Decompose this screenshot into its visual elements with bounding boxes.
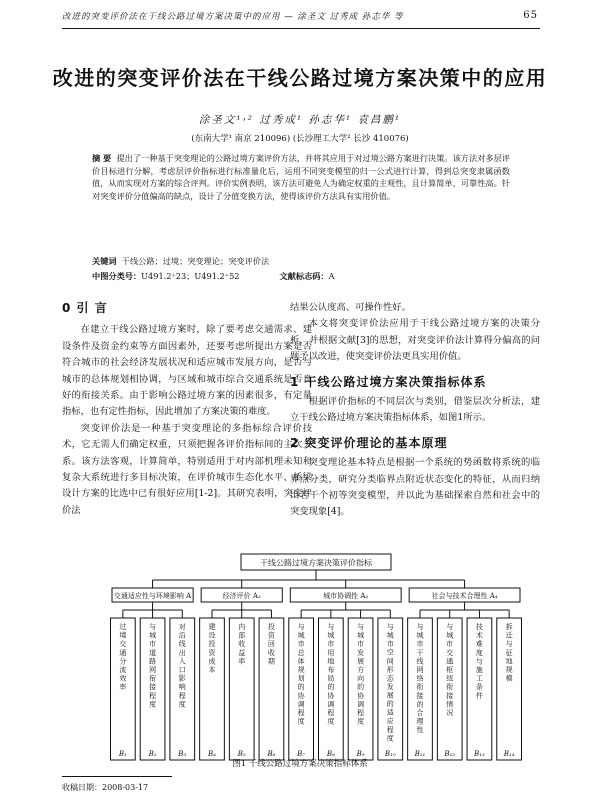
header-rule <box>62 28 540 29</box>
section1-paragraph: 根据评价指标的不同层次与类别，借鉴层次分析法，建立干线公路过境方案决策指标体系，如图1所示。 <box>290 396 540 424</box>
leaf-code: B₃ <box>178 750 187 758</box>
affiliation: (东南大学¹ 南京 210096) (长沙理工大学² 长沙 410076) <box>191 134 409 144</box>
group-label-4: 社会与技术合理性 A₄ <box>431 592 498 600</box>
leaf-label: 与城市空间形态发展的适应程度 <box>386 623 394 743</box>
paper-title: 改进的突变评价法在干线公路过境方案决策中的应用 <box>52 66 548 90</box>
leaf-label: 与城市总体规划的协调程度 <box>297 623 305 726</box>
leaf-code: B₆ <box>267 750 276 758</box>
keywords-label: 关键词 <box>92 256 117 266</box>
right-paragraph-1: 本文将突变评价法应用于干线公路过境方案的决策分析，并根据文献[3]的思想，对突变评价法计算得分偏高的问题予以改进，使突变评价法更具实用价值。 <box>290 318 540 363</box>
section2-paragraph: 突变理论基本特点是根据一个系统的势函数将系统的临界点分类，研究分类临界点附近状态变化的特征，从而归纳出若干个初等突变模型，并以此为基础探索自然和社会中的突变现象[4]。 <box>290 457 540 518</box>
classification <box>92 271 510 282</box>
leaf-label: 技术难度与施工条件 <box>475 623 483 700</box>
running-title: 改进的突变评价法在干线公路过境方案决策中的应用 — 涂圣文 过秀成 孙志华 等 <box>62 12 404 22</box>
keywords-text: 干线公路；过境；突变理论；突变评价法 <box>121 256 270 266</box>
intro-paragraph-2: 突变评价法是一种基于突变理论的多指标综合评价技术，它无需人们确定权重，只须把握各评价指标间的主次关系。该方法客观，计算简单，特别适用于对内部机理未知和复杂大系统进行多目标决策，在评价城市生态化水平、桥梁设计方案的比选中已有很好应用[1-2]。其研究表明，突变评价法 <box>62 422 312 516</box>
leaf-code: B₈ <box>326 750 335 758</box>
right-paragraph-0: 结果公认度高、可操作性好。 <box>290 302 411 313</box>
leaf-code: B₉ <box>356 750 365 758</box>
leaf-code: B₁₄ <box>503 750 515 758</box>
abstract-text: 提出了一种基于突变理论的公路过境方案评价方法，并将其应用于对过境公路方案进行决策。该方法对多层评价目标进行分解，考虑层评价指标进行标准量化后，运用不同突变模型的归一公式进行计算，得到总突变隶属函数值，从而实现对方案的综合评判。评价实例表明，该方法可避免人为确定权重的主观性，且计算简单、可靠性高。针对突变评价分值偏高的缺点，设计了分值变换方法，使得该评价方法具有实用价值。 <box>92 153 510 201</box>
author-list: 涂圣文¹˒² 过秀成¹ 孙志华¹ 袁昌鹏¹ <box>198 114 402 126</box>
group-label-1: 交通适应性与环境影响 A <box>113 592 192 600</box>
leaf-label: 内部收益率 <box>238 623 246 666</box>
section-heading-1: 1 干线公路过境方案决策指标体系 <box>290 374 487 389</box>
leaf-code: B₁ <box>118 750 127 758</box>
running-header <box>62 10 538 26</box>
leaf-label: 与城市干线网络衔接的合理性 <box>416 623 424 735</box>
footnote-rule <box>62 776 172 777</box>
page-number: 65 <box>523 10 538 21</box>
leaf-code: B₁₀ <box>384 750 396 758</box>
doc-code-label: 文献标志码： <box>279 271 329 281</box>
section-heading-2: 2 突变评价理论的基本原理 <box>290 435 448 450</box>
leaf-code: B₄ <box>208 750 216 758</box>
abstract <box>92 152 510 202</box>
group-label-3: 城市协调性 A₃ <box>323 592 369 600</box>
right-column <box>290 300 540 521</box>
leaf-label: 与城市用地布局的协调程度 <box>327 623 335 726</box>
leaf-code: B₇ <box>297 750 306 758</box>
keywords <box>92 256 510 267</box>
section-heading-0: 0 引 言 <box>62 301 108 315</box>
leaf-label: 与城市道路网衔接程度 <box>149 623 157 709</box>
leaf-label: 与城市交通枢纽衔接情况 <box>446 623 454 717</box>
left-column <box>62 300 312 519</box>
leaf-code: B₁₁ <box>414 750 426 758</box>
leaf-code: B₁₃ <box>474 750 485 758</box>
leaf-code: B₁₂ <box>444 750 456 758</box>
leaf-label: 与城市发展方向的协调程度 <box>357 623 365 726</box>
clc-code: U491.2⁺23；U491.2⁺52 <box>141 271 240 281</box>
abstract-label: 摘 要 <box>92 153 112 163</box>
leaf-label: 投资回收期 <box>267 623 275 666</box>
intro-paragraph-1: 在建立干线公路过境方案时，除了要考虑交通需求、建设条件及资金约束等方面因素外，还要考虑所提出方案是否符合城市的社会经济发展状况和适应城市发展方向，是否与城市的总体规划相协调，与区域和城市综合交通系统是否良好的衔接关系。由于影响公路过境方案的因素很多，有定量指标，也有定性指标，因此增加了方案决策的难度。 <box>62 324 312 418</box>
received-date: 收稿日期：2008-03-17 <box>62 783 149 792</box>
doc-code: A <box>328 271 335 281</box>
leaf-label: 建设投资成本 <box>208 623 216 674</box>
leaf-code: B₅ <box>237 750 246 758</box>
leaf-label: 过境交通分流效率 <box>119 623 127 692</box>
leaf-code: B₂ <box>148 750 157 758</box>
clc-label: 中图分类号： <box>92 271 142 281</box>
diagram-root-label: 干线公路过境方案决策评价指标 <box>260 558 372 568</box>
leaf-label: 拆迁与征地规模 <box>505 623 513 683</box>
figure-caption: 图1 干线公路过境方案决策指标体系 <box>232 759 368 769</box>
leaf-label: 对沿线出入口影响程度 <box>178 623 186 709</box>
group-label-2: 经济评价 A₂ <box>222 592 261 600</box>
indicator-hierarchy-diagram <box>100 552 532 777</box>
